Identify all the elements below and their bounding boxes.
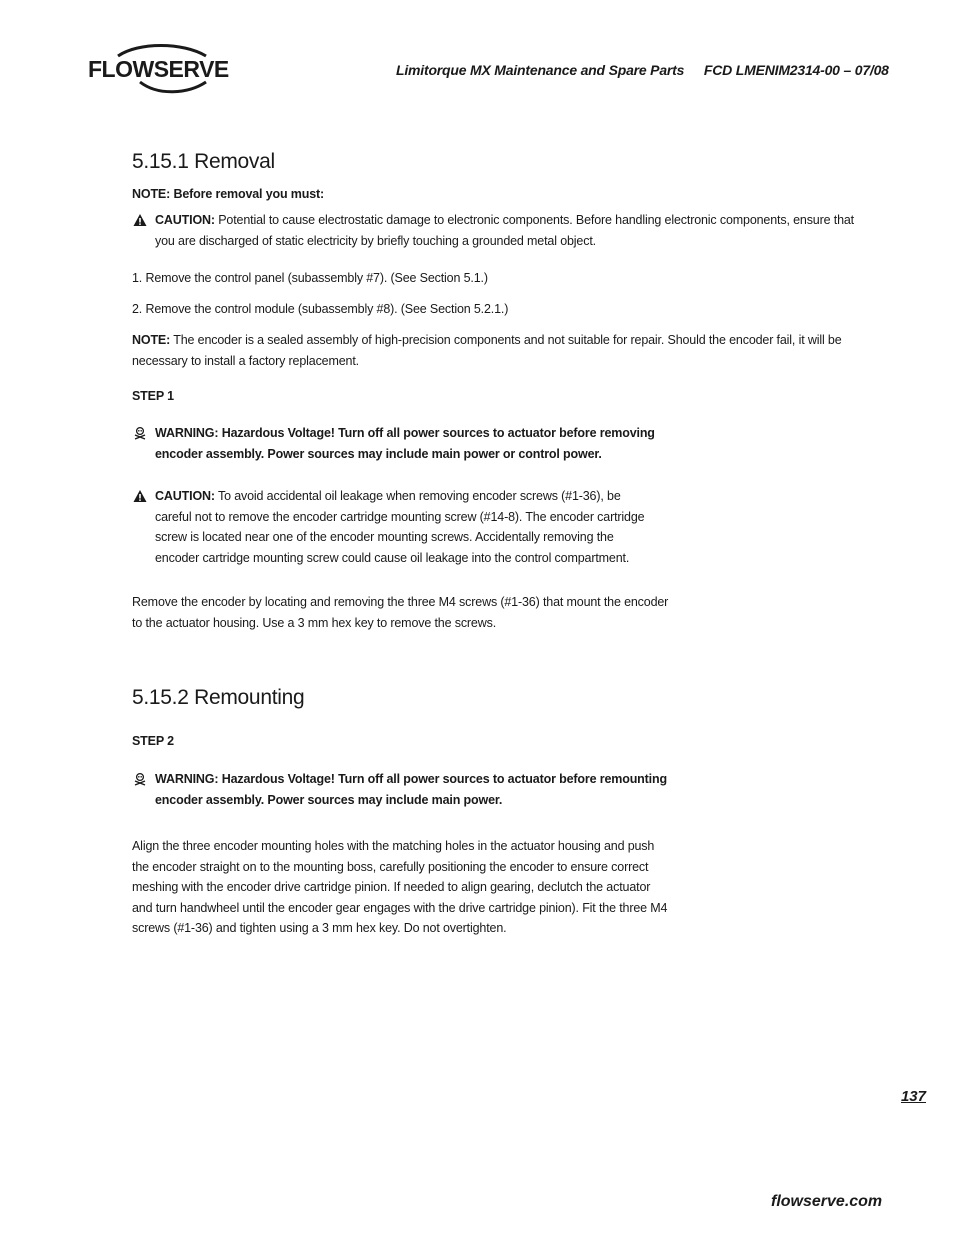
remounting-paragraph xyxy=(132,836,667,939)
warning-text-line: encoder assembly. Power sources may include main power or control power. xyxy=(155,446,602,461)
warning-hazardous-voltage xyxy=(155,423,655,464)
caution-electrostatic xyxy=(155,210,875,251)
note-encoder xyxy=(132,330,872,371)
warning-text-line: WARNING: Hazardous Voltage! Turn off all power sources to actuator before removing xyxy=(155,426,655,440)
note-text-line: The encoder is a sealed assembly of high-precision components and not suitable for repair. Should the encoder fail, it will be xyxy=(170,333,842,347)
caution-text-line: Potential to cause electrostatic damage to electronic components. Before handling electronic components, ensure that xyxy=(214,213,854,227)
warning-text-line: WARNING: Hazardous Voltage! Turn off all power sources to actuator before remounting xyxy=(155,772,667,786)
caution-oil-leakage xyxy=(155,486,644,568)
step-label: STEP 1 xyxy=(132,389,174,403)
paragraph-line: screws (#1-36) and tighten using a 3 mm hex key. Do not overtighten. xyxy=(132,921,507,935)
caution-text-line: encoder cartridge mounting screw could cause oil leakage into the control compartment. xyxy=(155,550,630,565)
warning-text-line: encoder assembly. Power sources may include main power. xyxy=(155,792,503,807)
caution-text-line: screw is located near one of the encoder mounting screws. Accidentally removing the xyxy=(155,530,614,544)
paragraph-line: to the actuator housing. Use a 3 mm hex key to remove the screws. xyxy=(132,615,497,630)
paragraph-line: Align the three encoder mounting holes with the matching holes in the actuator housing and push xyxy=(132,839,655,853)
skull-crossbones-icon xyxy=(133,426,147,440)
section-heading-remounting: 5.15.2 Remounting xyxy=(132,686,305,709)
note-before-removal: NOTE: Before removal you must: xyxy=(132,187,325,201)
section-heading-removal: 5.15.1 Removal xyxy=(132,150,275,173)
paragraph-line: meshing with the encoder drive cartridge pinion. If needed to align gearing, declutch the actuator xyxy=(132,880,651,894)
caution-text-line: you are discharged of static electricity by briefly touching a grounded metal object. xyxy=(155,233,596,248)
manual-title: Limitorque MX Maintenance and Spare Parts xyxy=(396,62,685,78)
caution-label: CAUTION: xyxy=(155,213,215,227)
paragraph-line: and turn handwheel until the encoder gear engages with the drive cartridge pinion). Fit the three M4 xyxy=(132,900,668,915)
caution-label: CAUTION: xyxy=(155,489,215,503)
doc-code: FCD LMENIM2314-00 – 07/08 xyxy=(703,62,889,78)
document-header xyxy=(396,62,889,78)
paragraph-line: Remove the encoder by locating and removing the three M4 screws (#1-36) that mount the encoder xyxy=(132,595,669,609)
page-number: 137 xyxy=(900,1088,926,1105)
step-label: STEP 2 xyxy=(132,734,174,748)
caution-text-line: careful not to remove the encoder cartridge mounting screw (#14-8). The encoder cartridge xyxy=(155,509,645,524)
list-item: 1. Remove the control panel (subassembly #7). (See Section 5.1.) xyxy=(132,271,488,285)
footer-website: flowserve.com xyxy=(771,1193,883,1210)
warning-hazardous-voltage xyxy=(155,769,667,810)
caution-text-line: To avoid accidental oil leakage when removing encoder screws (#1-36), be xyxy=(214,489,621,503)
paragraph-line: the encoder straight on to the mounting boss, carefully positioning the encoder to ensure correct xyxy=(132,859,649,874)
flowserve-logo xyxy=(88,44,228,96)
caution-triangle-icon xyxy=(133,489,147,503)
skull-crossbones-icon xyxy=(133,772,147,786)
logo-wordmark: FLOWSERVE xyxy=(88,56,229,82)
note-label: NOTE: xyxy=(132,333,171,347)
list-item: 2. Remove the control module (subassembly #8). (See Section 5.2.1.) xyxy=(132,302,509,316)
caution-triangle-icon xyxy=(133,213,147,227)
removal-paragraph xyxy=(132,592,668,633)
note-text-line: necessary to install a factory replacement. xyxy=(132,353,359,368)
